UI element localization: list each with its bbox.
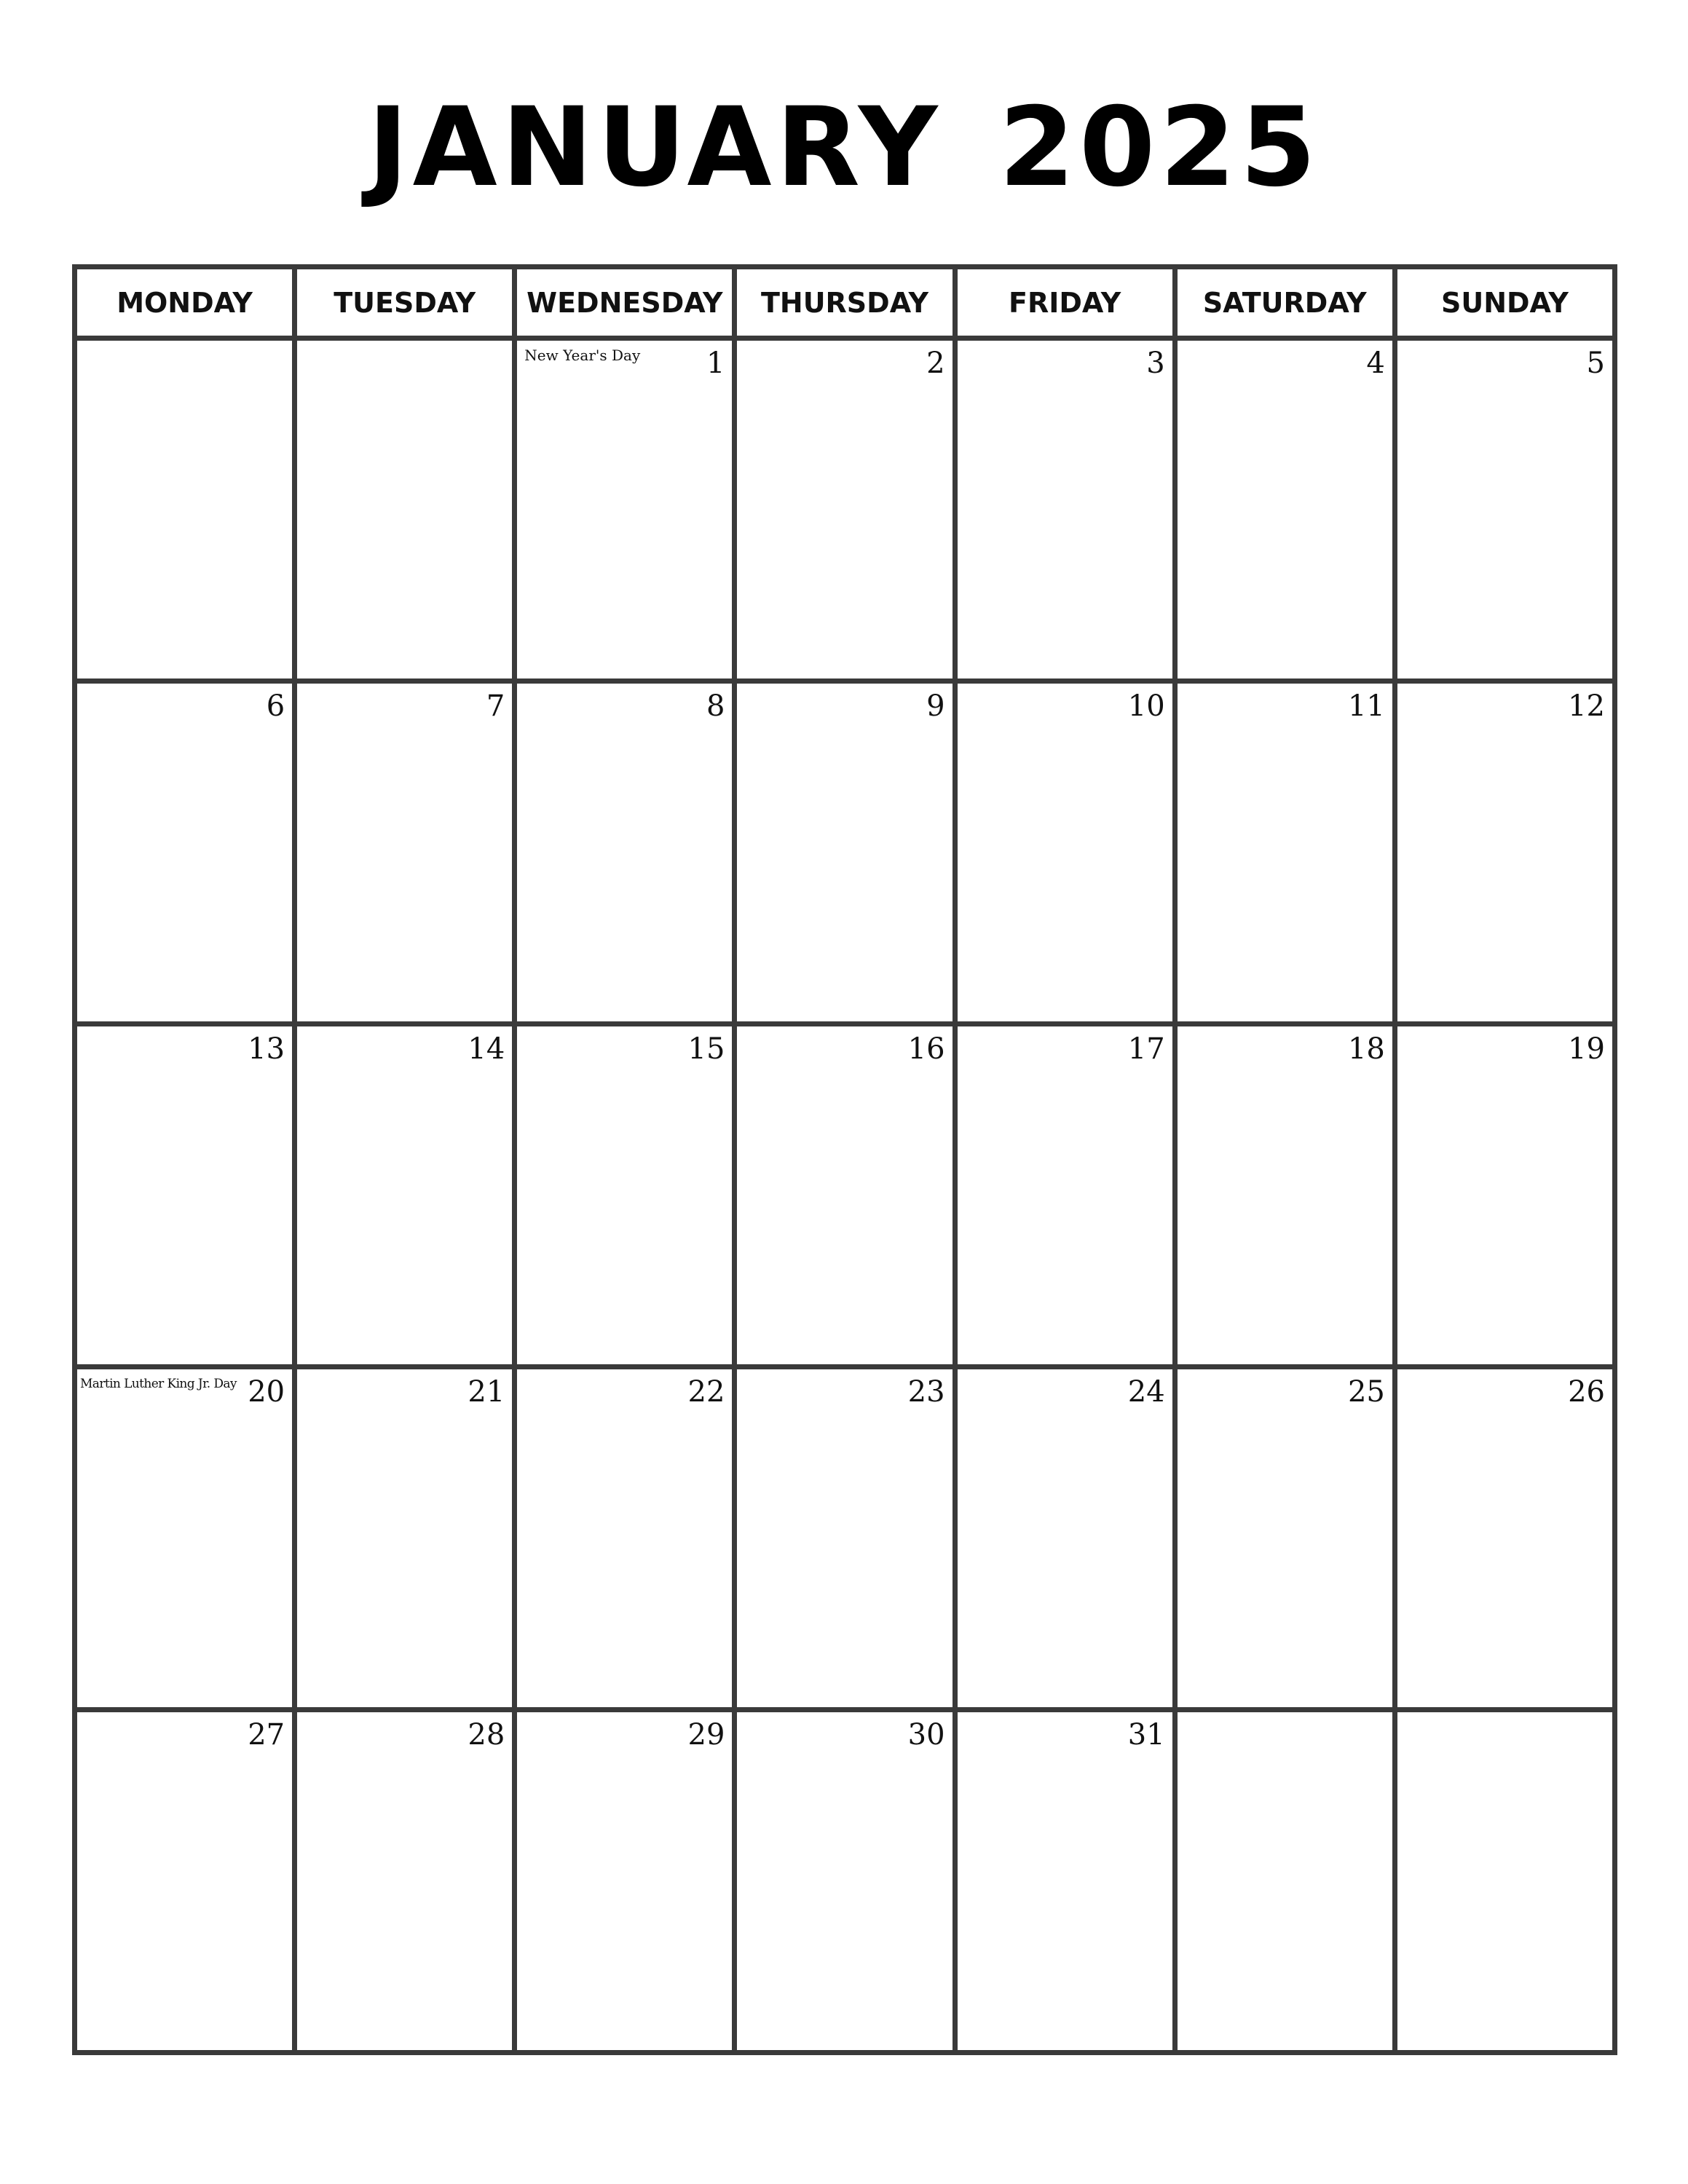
day-number: 28	[468, 1718, 505, 1752]
day-number: 22	[687, 1375, 725, 1409]
day-cell	[737, 684, 952, 1021]
day-cell	[297, 341, 512, 678]
day-number: 6	[266, 689, 285, 723]
day-number: 7	[486, 689, 505, 723]
weekday-header-tuesday: TUESDAY	[297, 269, 512, 336]
day-cell	[958, 1369, 1172, 1707]
weekday-header-saturday: SATURDAY	[1178, 269, 1392, 336]
day-cell	[958, 1026, 1172, 1364]
day-cell	[1178, 1712, 1392, 2050]
day-number: 15	[687, 1032, 725, 1066]
day-number: 17	[1127, 1032, 1165, 1066]
day-number: 14	[468, 1032, 505, 1066]
day-cell	[737, 341, 952, 678]
day-cell	[1178, 341, 1392, 678]
day-number: 10	[1127, 689, 1165, 723]
day-number: 23	[907, 1375, 945, 1409]
day-cell	[958, 341, 1172, 678]
day-cell	[77, 684, 292, 1021]
weekday-header-wednesday: WEDNESDAY	[517, 269, 732, 336]
day-cell	[958, 1712, 1172, 2050]
day-cell	[297, 1712, 512, 2050]
day-number: 11	[1347, 689, 1385, 723]
day-number: 31	[1127, 1718, 1165, 1752]
day-number: 12	[1568, 689, 1605, 723]
day-number: 30	[907, 1718, 945, 1752]
day-number: 19	[1568, 1032, 1605, 1066]
day-number: 21	[468, 1375, 505, 1409]
day-cell	[517, 341, 732, 678]
day-number: 5	[1586, 347, 1605, 380]
day-number: 13	[248, 1032, 285, 1066]
day-number: 20	[248, 1375, 285, 1409]
weekday-header-monday: MONDAY	[77, 269, 292, 336]
day-cell	[517, 1369, 732, 1707]
day-cell	[297, 684, 512, 1021]
day-number: 16	[907, 1032, 945, 1066]
day-cell	[958, 684, 1172, 1021]
weekday-header-friday: FRIDAY	[958, 269, 1172, 336]
day-number: 18	[1347, 1032, 1385, 1066]
day-cell	[737, 1712, 952, 2050]
day-cell	[77, 1026, 292, 1364]
weekday-header-thursday: THURSDAY	[737, 269, 952, 336]
day-number: 8	[706, 689, 725, 723]
day-cell	[517, 1026, 732, 1364]
day-cell	[1397, 341, 1612, 678]
page-title: JANUARY 2025	[367, 84, 1321, 211]
day-cell	[77, 341, 292, 678]
day-number: 26	[1568, 1375, 1605, 1409]
day-cell	[77, 1369, 292, 1707]
day-cell	[1178, 684, 1392, 1021]
day-cell	[517, 684, 732, 1021]
day-number: 9	[926, 689, 945, 723]
day-number: 27	[248, 1718, 285, 1752]
day-number: 2	[926, 347, 945, 380]
day-cell	[1178, 1026, 1392, 1364]
calendar-grid	[72, 264, 1617, 2055]
day-number: 24	[1127, 1375, 1165, 1409]
day-cell	[1397, 1026, 1612, 1364]
day-number: 4	[1366, 347, 1385, 380]
day-number: 1	[706, 347, 725, 380]
day-cell	[297, 1026, 512, 1364]
day-cell	[77, 1712, 292, 2050]
day-cell	[517, 1712, 732, 2050]
day-cell	[297, 1369, 512, 1707]
day-cell	[737, 1026, 952, 1364]
day-cell	[1178, 1369, 1392, 1707]
day-cell	[1397, 684, 1612, 1021]
day-cell	[737, 1369, 952, 1707]
day-cell	[1397, 1369, 1612, 1707]
day-number: 3	[1146, 347, 1165, 380]
day-cell	[1397, 1712, 1612, 2050]
weekday-header-sunday: SUNDAY	[1397, 269, 1612, 336]
day-number: 25	[1347, 1375, 1385, 1409]
holiday-label: Martin Luther King Jr. Day	[80, 1377, 237, 1391]
holiday-label: New Year's Day	[524, 347, 641, 364]
day-number: 29	[687, 1718, 725, 1752]
